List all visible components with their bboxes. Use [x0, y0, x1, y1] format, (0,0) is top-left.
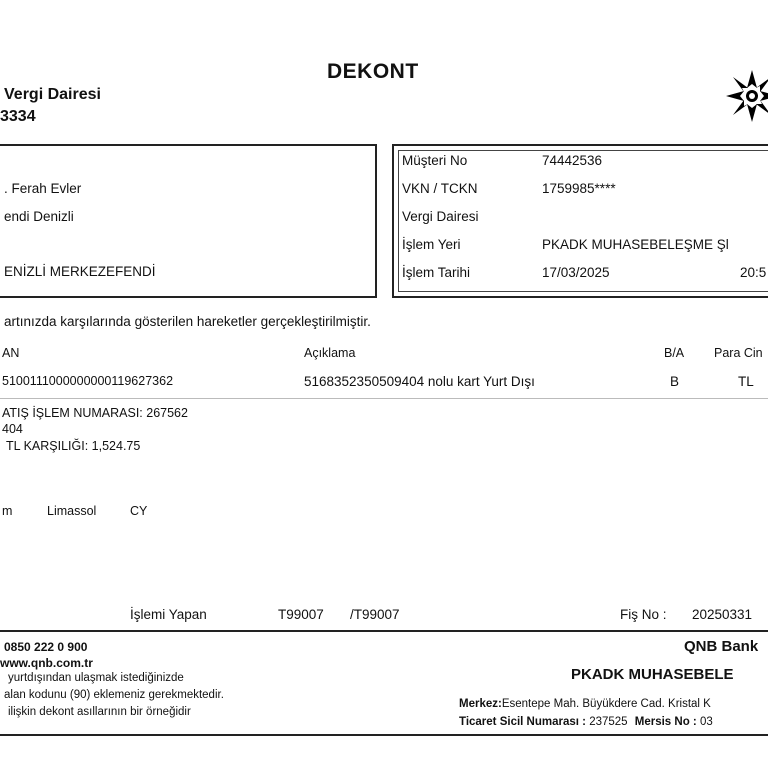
vkn-tckn-label: VKN / TCKN — [402, 181, 478, 196]
receipt-no-label: Fiş No : — [620, 607, 667, 622]
row-ba: B — [670, 374, 680, 389]
receipt-no-value: 20250331 — [692, 607, 753, 622]
customer-address-line2: endi Denizli — [4, 209, 74, 224]
bank-name: QNB Bank — [684, 638, 759, 655]
contact-website: www.qnb.com.tr — [0, 656, 93, 670]
detail-card-suffix: 404 — [2, 422, 23, 436]
customer-no-label: Müşteri No — [402, 153, 468, 168]
transaction-date-value: 17/03/2025 — [542, 265, 610, 280]
tax-number: 3334 — [0, 108, 36, 125]
table-separator — [0, 398, 768, 399]
mersis-value: 03 — [699, 716, 713, 728]
row-currency: TL — [738, 374, 754, 389]
address-value: Esentepe Mah. Büyükdere Cad. Kristal K — [501, 698, 711, 710]
merchant-name: m — [2, 504, 13, 518]
customer-address-line1: . Ferah Evler — [4, 181, 82, 196]
detail-tl-equivalent: TL KARŞILIĞI: 1,524.75 — [6, 439, 141, 453]
transaction-place-value: PKADK MUHASEBELEŞME Şl — [542, 237, 729, 252]
processed-by-label: İşlemi Yapan — [130, 607, 207, 622]
mersis-label: Mersis No : — [634, 716, 697, 728]
registry-label: Ticaret Sicil Numarası : — [459, 716, 586, 728]
merchant-city: Limassol — [47, 504, 97, 518]
processed-by-user1: T99007 — [278, 607, 324, 622]
bank-address — [459, 698, 711, 710]
customer-address-line3: ENİZLİ MERKEZEFENDİ — [4, 264, 156, 279]
processed-by-user2: /T99007 — [350, 607, 400, 622]
bank-branch: PKADK MUHASEBELE — [571, 666, 734, 683]
contact-phone: 0850 222 0 900 — [4, 640, 88, 654]
column-header-description: Açıklama — [304, 346, 356, 360]
address-label: Merkez: — [459, 698, 502, 710]
transaction-date-label: İşlem Tarihi — [402, 265, 471, 280]
contact-note-line3: ilişkin dekont asıllarının bir örneğidir — [8, 706, 191, 718]
column-header-iban: AN — [2, 346, 20, 360]
vkn-tckn-value: 1759985**** — [542, 181, 616, 196]
registry-value: 237525 — [589, 716, 628, 728]
transaction-place-label: İşlem Yeri — [402, 237, 461, 252]
row-iban: 5100111000000000119627362 — [2, 374, 174, 388]
detail-transaction-number: ATIŞ İŞLEM NUMARASI: 267562 — [2, 406, 188, 420]
customer-no-value: 74442536 — [542, 153, 603, 168]
column-header-currency: Para Cin — [714, 346, 763, 360]
column-header-ba: B/A — [664, 346, 685, 360]
tax-office-heading: Vergi Dairesi — [4, 86, 101, 103]
footer-top-rule — [0, 630, 768, 632]
contact-note-line1: yurtdışından ulaşmak istediğinizde — [8, 672, 184, 684]
document-title: DEKONT — [327, 60, 419, 83]
merchant-country: CY — [130, 504, 148, 518]
footer-bottom-rule — [0, 734, 768, 736]
qnb-star-logo-icon — [722, 66, 768, 126]
bank-registry — [459, 716, 713, 728]
transaction-time-value: 20:5 — [740, 265, 767, 280]
row-description: 5168352350509404 nolu kart Yurt Dışı — [304, 374, 535, 389]
contact-note-line2: alan kodunu (90) eklemeniz gerekmektedir. — [4, 689, 224, 701]
tax-office-label: Vergi Dairesi — [402, 209, 479, 224]
statement-text: artınızda karşılarında gösterilen hareketler gerçekleştirilmiştir. — [4, 314, 371, 329]
